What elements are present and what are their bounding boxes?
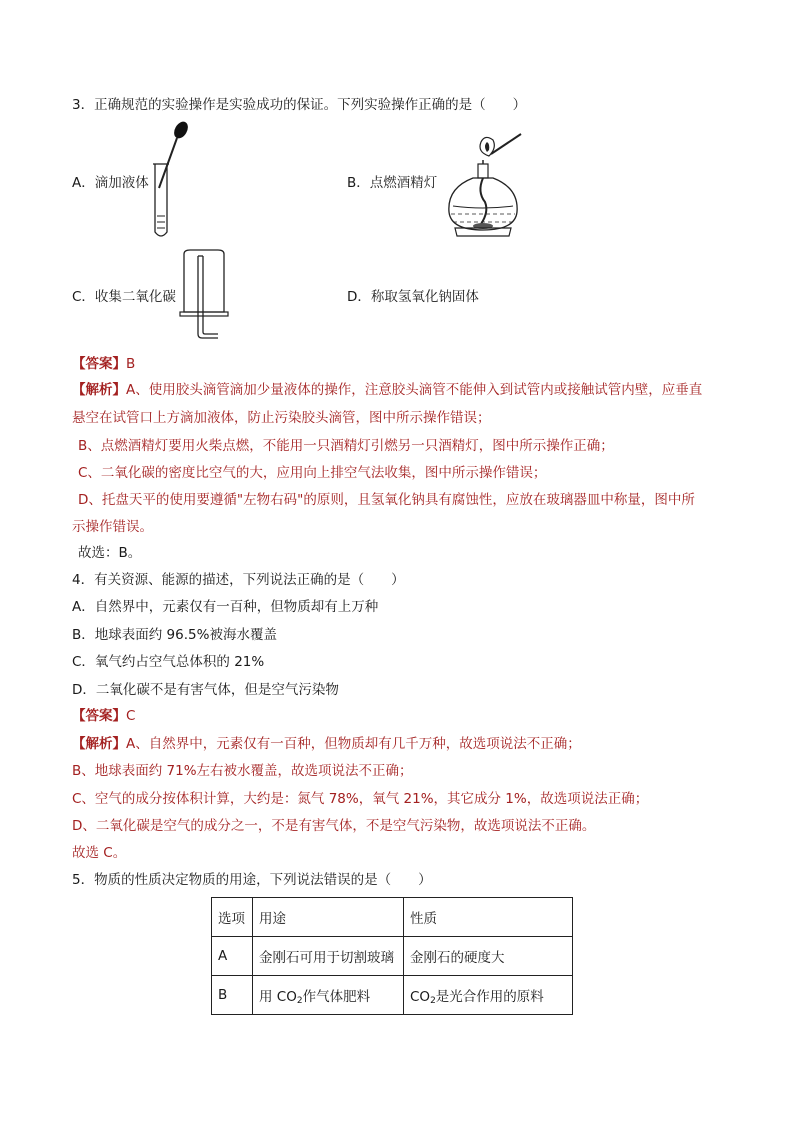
q3-analysis-6: 示操作错误。	[72, 519, 153, 535]
prop-text-pre: CO	[410, 988, 431, 1005]
q3-option-c[interactable]: C．收集二氧化碳	[72, 289, 176, 305]
q4-option-c[interactable]: C．氧气约占空气总体积的 21%	[72, 654, 265, 670]
q4-analysis-1	[72, 735, 581, 753]
q4-analysis-3: C、空气的成分按体积计算，大约是：氮气 78%，氧气 21%，其它成分 1%，故选项说法正确；	[72, 791, 649, 807]
q4-analysis-tag: 【解析】	[72, 736, 126, 752]
prop-subscript: 2	[430, 995, 436, 1006]
q3-analysis-text-1: A、使用胶头滴管滴加少量液体的操作，注意胶头滴管不能伸入到试管内或接触试管内壁，应垂直	[126, 382, 703, 398]
q5-table	[211, 897, 573, 1015]
q4-option-b[interactable]: B．地球表面约 96.5%被海水覆盖	[72, 627, 277, 643]
q3-option-b[interactable]: B．点燃酒精灯	[347, 175, 438, 191]
q3-answer	[72, 355, 135, 373]
q4-answer	[72, 707, 135, 725]
q3-conclusion: 故选：B。	[78, 545, 142, 561]
q3-analysis-3: B、点燃酒精灯要用火柴点燃，不能用一只酒精灯引燃另一只酒精灯，图中所示操作正确；	[78, 438, 614, 454]
q4-option-a[interactable]: A．自然界中，元素仅有一百种，但物质却有上万种	[72, 599, 379, 615]
q3-option-d[interactable]: D．称取氢氧化钠固体	[347, 289, 479, 305]
use-text-pre: 用 CO	[259, 988, 297, 1005]
q4-answer-tag: 【答案】	[72, 708, 126, 724]
table-cell-option: B	[212, 976, 253, 1015]
q3-analysis-2: 悬空在试管口上方滴加液体，防止污染胶头滴管，图中所示操作错误；	[72, 410, 491, 426]
use-subscript: 2	[296, 995, 303, 1006]
table-header-option: 选项	[212, 898, 253, 937]
q4-analysis-text-1: A、自然界中，元素仅有一百种，但物质却有几千万种，故选项说法不正确；	[126, 736, 581, 752]
table-row	[212, 937, 573, 976]
q5-stem: 5．物质的性质决定物质的用途，下列说法错误的是（ ）	[72, 872, 432, 888]
use-text-post: 作气体肥料	[302, 988, 371, 1005]
q3-analysis-1	[72, 381, 702, 399]
table-header-use: 用途	[253, 898, 404, 937]
q4-conclusion: 故选 C。	[72, 845, 127, 861]
q3-analysis-5: D、托盘天平的使用要遵循"左物右码"的原则，且氢氧化钠具有腐蚀性，应放在玻璃器皿中称量，图中所	[78, 492, 695, 508]
table-cell-option: A	[212, 937, 253, 976]
q4-option-d[interactable]: D．二氧化碳不是有害气体，但是空气污染物	[72, 682, 339, 698]
q4-analysis-2: B、地球表面约 71%左右被水覆盖，故选项说法不正确；	[72, 763, 413, 779]
alcohol-lamp-figure	[437, 132, 527, 238]
prop-text-post: 是光合作用的原料	[435, 988, 544, 1005]
table-cell-use	[253, 976, 404, 1015]
table-row	[212, 976, 573, 1015]
dropper-test-tube-figure	[145, 120, 195, 242]
table-header-row	[212, 898, 573, 937]
table-cell-property	[404, 976, 573, 1015]
q3-analysis-tag: 【解析】	[72, 382, 126, 398]
q4-analysis-4: D、二氧化碳是空气的成分之一，不是有害气体，不是空气污染物，故选项说法不正确。	[72, 818, 596, 834]
q4-stem: 4．有关资源、能源的描述，下列说法正确的是（ ）	[72, 572, 405, 588]
table-cell-use: 金刚石可用于切割玻璃	[253, 937, 404, 976]
q4-answer-value: C	[126, 708, 136, 724]
table-cell-property: 金刚石的硬度大	[404, 937, 573, 976]
q3-analysis-4: C、二氧化碳的密度比空气的大，应用向上排空气法收集，图中所示操作错误；	[78, 465, 547, 481]
table-header-property: 性质	[404, 898, 573, 937]
gas-bottle-figure	[178, 248, 234, 342]
q3-answer-tag: 【答案】	[72, 356, 126, 372]
q3-option-a[interactable]: A．滴加液体	[72, 175, 149, 191]
q3-answer-value: B	[126, 356, 136, 372]
q3-stem: 3．正确规范的实验操作是实验成功的保证。下列实验操作正确的是（ ）	[72, 97, 527, 113]
